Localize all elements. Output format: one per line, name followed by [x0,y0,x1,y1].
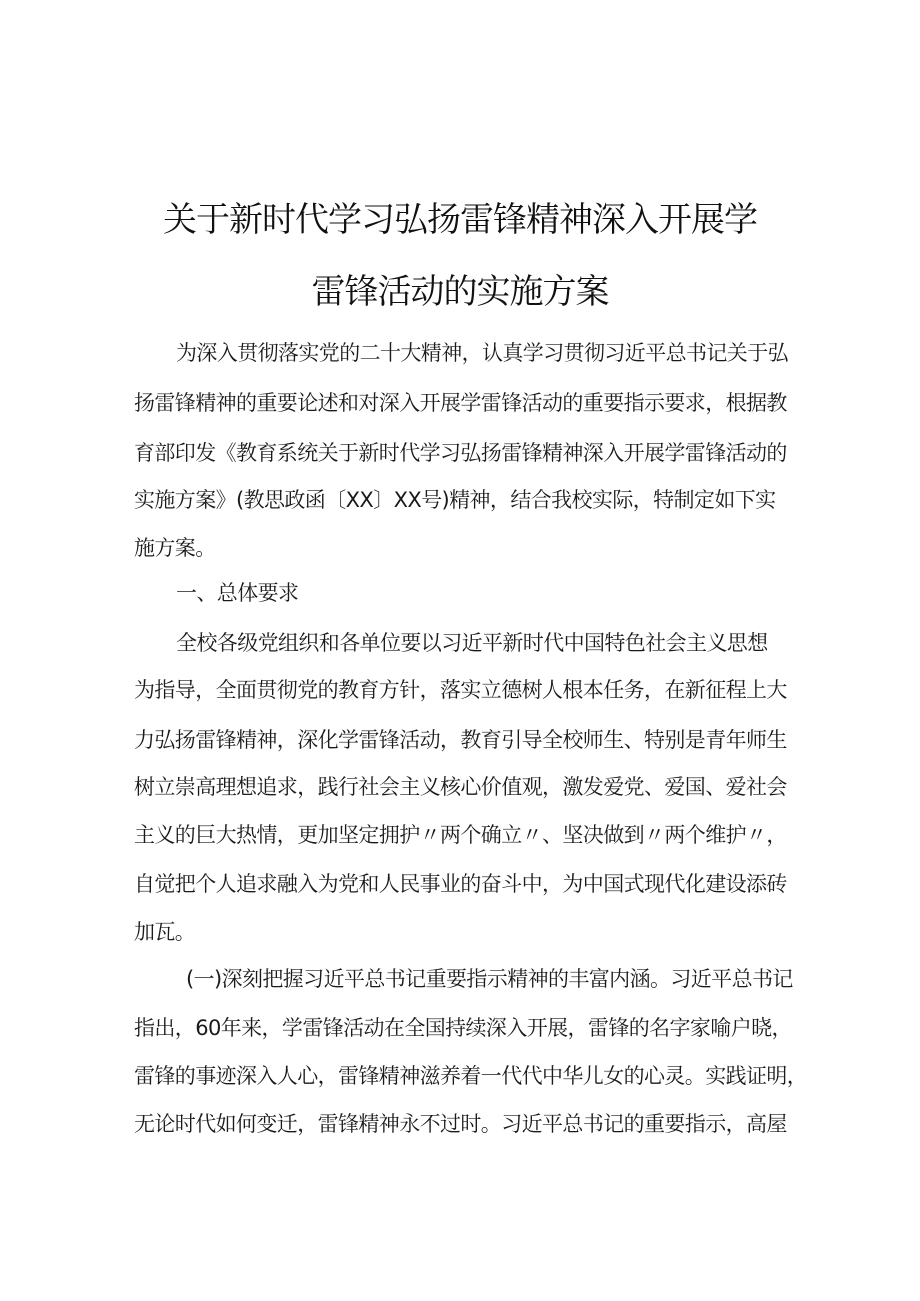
intro-paragraph-line: 施方案。 [134,536,216,560]
intro-paragraph-line: 为深入贯彻落实党的二十大精神，认真学习贯彻习近平总书记关于弘 [176,341,788,365]
document-title-line-2: 雷锋活动的实施方案 [311,272,609,312]
section-paragraph-line: 加瓦。 [134,920,196,944]
section-paragraph-line: 为指导，全面贯彻党的教育方针，落实立德树人根本任务，在新征程上大 [134,678,787,702]
section-paragraph-line: 力弘扬雷锋精神，深化学雷锋活动，教育引导全校师生、特别是青年师生 [134,728,787,752]
section-paragraph-line: 主义的巨大热情，更加坚定拥护〃两个确立〃、坚决做到〃两个维护〃， [134,823,787,847]
section-paragraph-line: 树立崇高理想追求，践行社会主义核心价值观，激发爱党、爱国、爱社会 [134,775,787,799]
section-paragraph-line: 全校各级党组织和各单位要以习近平新时代中国特色社会主义思想 [176,631,768,655]
subsection-paragraph-line: 无论时代如何变迁，雷锋精神永不过时。习近平总书记的重要指示，高屋 [134,1112,787,1136]
intro-paragraph-line: 扬雷锋精神的重要论述和对深入开展学雷锋活动的重要指示要求，根据教 [134,391,787,415]
section-heading: 一、总体要求 [176,581,299,605]
intro-paragraph-line: 育部印发《教育系统关于新时代学习弘扬雷锋精神深入开展学雷锋活动的 [134,441,787,465]
document-title-line-1: 关于新时代学习弘扬雷锋精神深入开展学 [163,200,757,240]
subsection-paragraph-line: 雷锋的事迹深入人心，雷锋精神滋养着一代代中华儿女的心灵。实践证明， [134,1064,808,1088]
subsection-paragraph-line: 指出，60年来，学雷锋活动在全国持续深入开展，雷锋的名字家喻户晓， [134,1016,792,1040]
subsection-paragraph-line: (一)深刻把握习近平总书记重要指示精神的丰富内涵。习近平总书记 [186,967,793,991]
intro-paragraph-line: 实施方案》(教思政函〔XX〕XX号)精神，结合我校实际，特制定如下实 [134,488,776,512]
section-paragraph-line: 自觉把个人追求融入为党和人民事业的奋斗中，为中国式现代化建设添砖 [134,872,787,896]
